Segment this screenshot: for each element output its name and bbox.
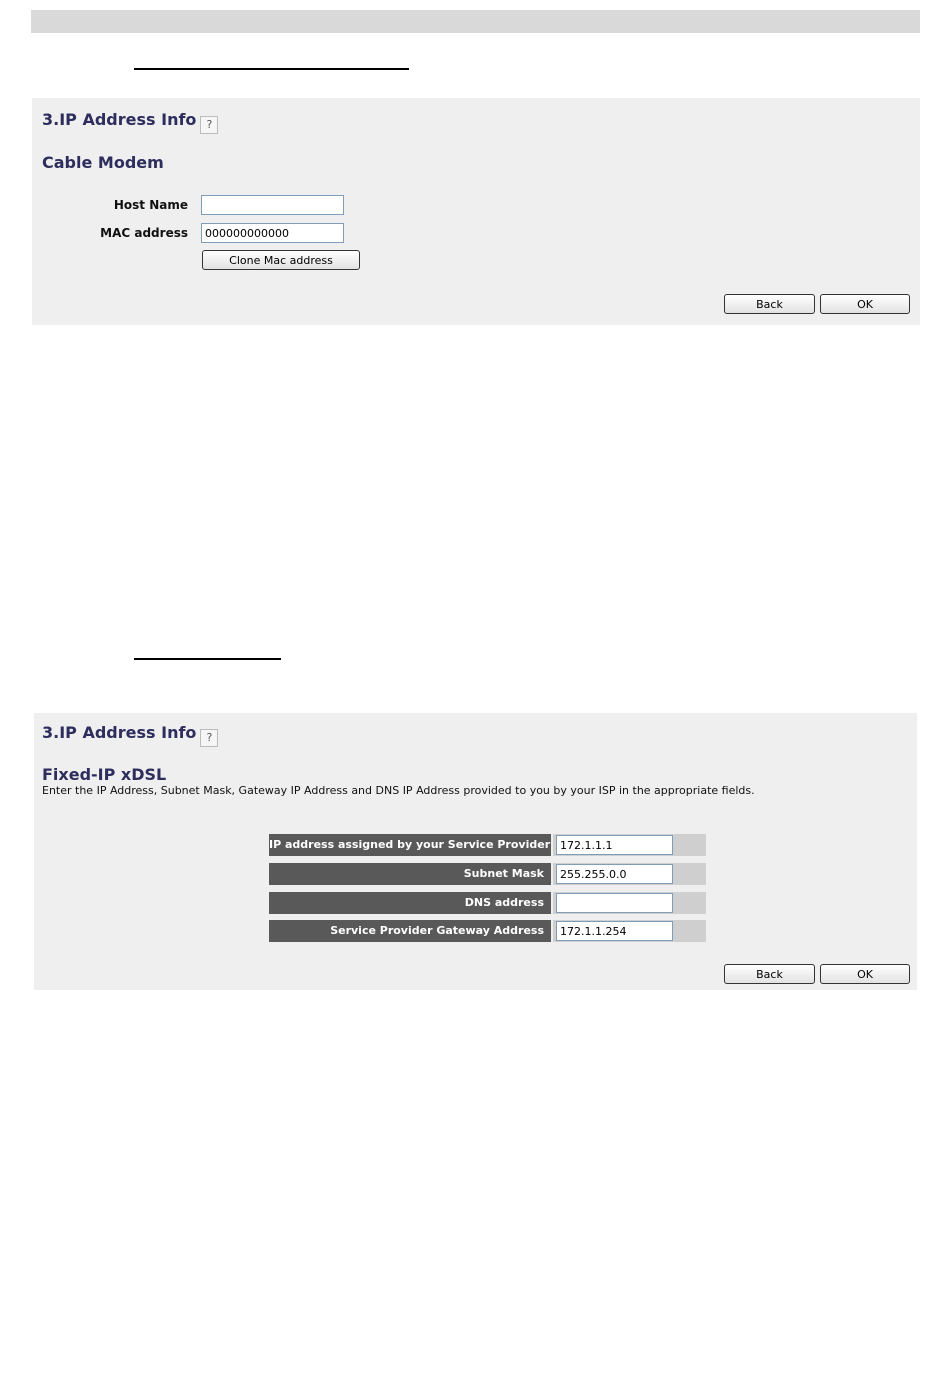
host-name-input[interactable]: [201, 195, 344, 215]
panel-title-text: 3.IP Address Info: [42, 723, 197, 742]
description-text: Enter the IP Address, Subnet Mask, Gateway IP Address and DNS IP Address provided to you by your ISP in the appropriate fields.: [42, 784, 755, 797]
mac-address-input[interactable]: [201, 223, 344, 243]
back-button[interactable]: Back: [724, 964, 815, 984]
subnet-mask-label: Subnet Mask: [269, 863, 551, 885]
ok-button[interactable]: OK: [820, 294, 910, 314]
panel-title: [42, 110, 218, 134]
ok-button[interactable]: OK: [820, 964, 910, 984]
gateway-address-input[interactable]: [556, 921, 673, 941]
section-title: Cable Modem: [42, 153, 164, 172]
ip-address-label: IP address assigned by your Service Provider: [269, 834, 551, 856]
section-underline-1: [134, 68, 409, 70]
panel-title: [42, 723, 218, 747]
ip-address-input[interactable]: [556, 835, 673, 855]
panel-title-text: 3.IP Address Info: [42, 110, 197, 129]
subnet-mask-input[interactable]: [556, 864, 673, 884]
dns-address-label: DNS address: [269, 892, 551, 914]
section-title: Fixed-IP xDSL: [42, 765, 167, 784]
host-name-label: Host Name: [113, 198, 188, 212]
back-button[interactable]: Back: [724, 294, 815, 314]
gateway-address-label: Service Provider Gateway Address: [269, 920, 551, 942]
mac-address-label: MAC address: [100, 226, 188, 240]
cable-modem-panel: [32, 98, 920, 325]
top-header-bar: [31, 10, 920, 33]
help-icon[interactable]: ?: [200, 729, 218, 747]
dns-address-input[interactable]: [556, 893, 673, 913]
clone-mac-button[interactable]: Clone Mac address: [202, 250, 360, 270]
help-icon[interactable]: ?: [200, 116, 218, 134]
section-underline-2: [134, 658, 281, 660]
